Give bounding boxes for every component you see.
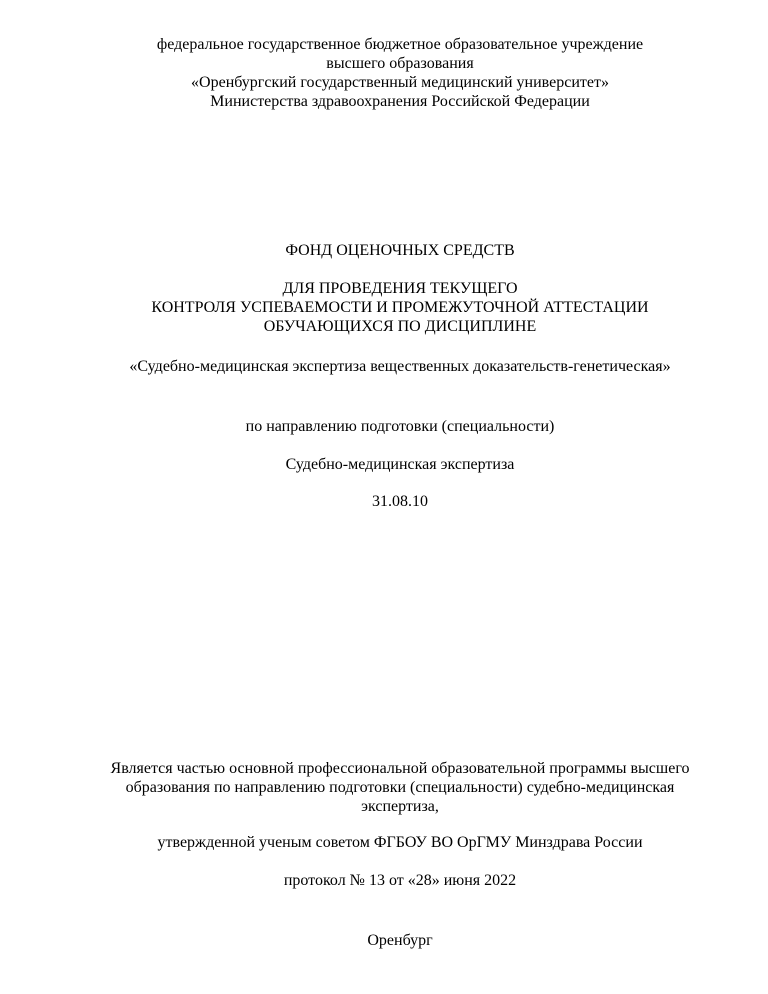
approval-line: утвержденной ученым советом ФГБОУ ВО ОрГМУ Минздрава России xyxy=(157,834,643,851)
protocol-line: протокол № 13 от «28» июня 2022 xyxy=(283,872,517,889)
city-name: Оренбург xyxy=(367,932,433,949)
header-line: Министерства здравоохранения Российской Федерации xyxy=(210,93,590,110)
institution-header xyxy=(60,35,740,111)
subtitle-line: ДЛЯ ПРОВЕДЕНИЯ ТЕКУЩЕГО xyxy=(282,280,518,297)
statement-line: Является частью основной профессиональной образовательной программы высшего xyxy=(110,760,690,777)
direction-label: по направлению подготовки (специальности) xyxy=(245,418,555,435)
specialty-code: 31.08.10 xyxy=(372,493,428,510)
header-line: высшего образования xyxy=(326,55,474,72)
specialty-name: Судебно-медицинская экспертиза xyxy=(285,456,515,473)
statement-line: образования по направлению подготовки (специальности) судебно-медицинская xyxy=(125,779,675,796)
discipline-name: «Судебно-медицинская экспертиза вещественных доказательств-генетическая» xyxy=(129,358,671,375)
program-statement xyxy=(40,759,760,816)
header-line: «Оренбургский государственный медицинский университет» xyxy=(191,74,609,91)
subtitle-line: КОНТРОЛЯ УСПЕВАЕМОСТИ И ПРОМЕЖУТОЧНОЙ АТТЕСТАЦИИ xyxy=(151,299,649,316)
subtitle-line: ОБУЧАЮЩИХСЯ ПО ДИСЦИПЛИНЕ xyxy=(263,318,537,335)
header-line: федеральное государственное бюджетное образовательное учреждение xyxy=(156,36,644,53)
document-title: ФОНД ОЦЕНОЧНЫХ СРЕДСТВ xyxy=(285,242,515,259)
document-subtitle xyxy=(60,279,740,336)
statement-line: экспертиза, xyxy=(361,798,439,815)
